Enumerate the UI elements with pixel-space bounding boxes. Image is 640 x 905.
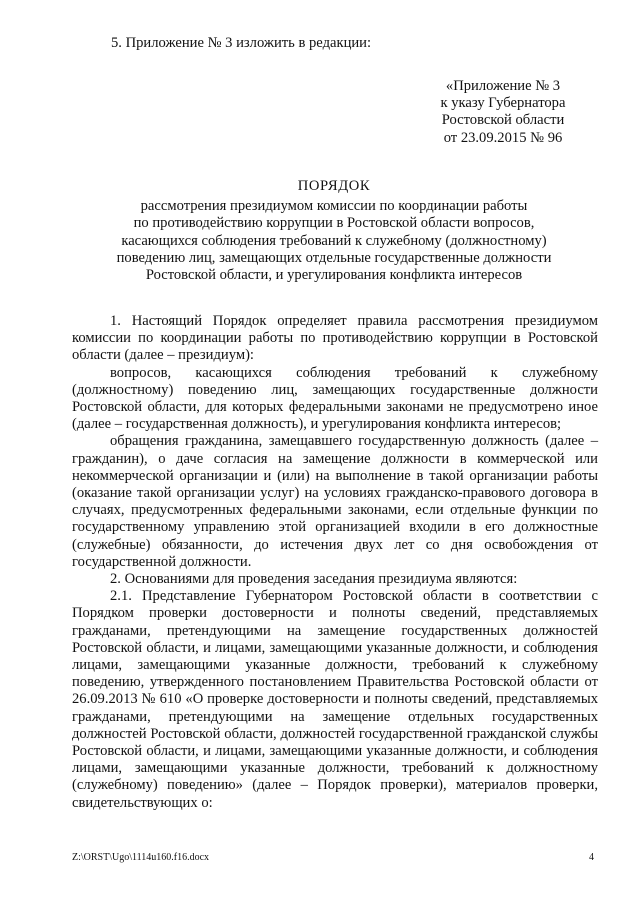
footer-file-path: Z:\ORST\Ugo\1114u160.f16.docx bbox=[72, 852, 210, 863]
paragraph: 2.1. Представление Губернатором Ростовской области в соответствии с Порядком проверки достоверности и полноты сведений, представляемых гражданами, претендующими на замещение государственных должностей Ростовской области, и лицами, замещающими указанные должности, и соблюдения лицами, замещающими указанные должности, требований к служебному поведению, утвержденного постановлением Правительства Ростовской области от 26.09.2013 № 610 «О проверке достоверности и полноты сведений, представляемых гражданами, претендующими на замещение отдельных государственных должностей Ростовской области, должностей государственной гражданской службы Ростовской области, и лицами, замещающими указанные должности, и соблюдения лицами, замещающими указанные должности, требований к должностному (служебному) поведению» (далее – Порядок проверки), материалов проверки, свидетельствующих о: bbox=[72, 588, 598, 811]
amendment-lead: 5. Приложение № 3 изложить в редакции: bbox=[111, 35, 372, 51]
appendix-line: от 23.09.2015 № 96 bbox=[443, 129, 563, 146]
paragraph: обращения гражданина, замещавшего государственную должность (далее – гражданин), о даче согласия на замещение должности в коммерческой или некоммерческой организации и (или) на выполнение в такой организации работы (оказание такой организации услуг) на условиях гражданско-правового договора в случаях, предусмотренных федеральными законами, если отдельные функции по государственному управлению этой организацией входили в его должностные (служебные) обязанности, до истечения двух лет со дня освобождения от государственной должности. bbox=[72, 433, 598, 570]
subtitle-line: поведению лиц, замещающих отдельные государственные должности bbox=[116, 249, 552, 266]
paragraph: 2. Основаниями для проведения заседания президиума являются: bbox=[110, 571, 518, 588]
document-body bbox=[72, 313, 598, 812]
appendix-line: Ростовской области bbox=[441, 112, 565, 129]
subtitle-line: рассмотрения президиумом комиссии по координации работы bbox=[140, 198, 528, 215]
appendix-header bbox=[408, 78, 598, 147]
title-block bbox=[72, 178, 596, 284]
document-title: ПОРЯДОК bbox=[297, 178, 371, 194]
page-number: 4 bbox=[589, 852, 594, 863]
paragraph: 1. Настоящий Порядок определяет правила рассмотрения президиумом комиссии по координации работы по противодействию коррупции в Ростовской области (далее – президиум): bbox=[72, 313, 598, 364]
appendix-line: «Приложение № 3 bbox=[445, 78, 561, 94]
subtitle-line: по противодействию коррупции в Ростовской области вопросов, bbox=[133, 215, 535, 232]
appendix-line: к указу Губернатора bbox=[440, 95, 566, 112]
paragraph: вопросов, касающихся соблюдения требований к служебному (должностному) поведению лиц, замещающих государственные должности Ростовской области, для которых федеральными законами не предусмотрено иное (далее – государственная должность), и урегулирования конфликта интересов; bbox=[72, 364, 598, 433]
subtitle-line: касающихся соблюдения требований к служебному (должностному) bbox=[121, 232, 547, 249]
subtitle-line: Ростовской области, и урегулирования конфликта интересов bbox=[145, 267, 523, 284]
